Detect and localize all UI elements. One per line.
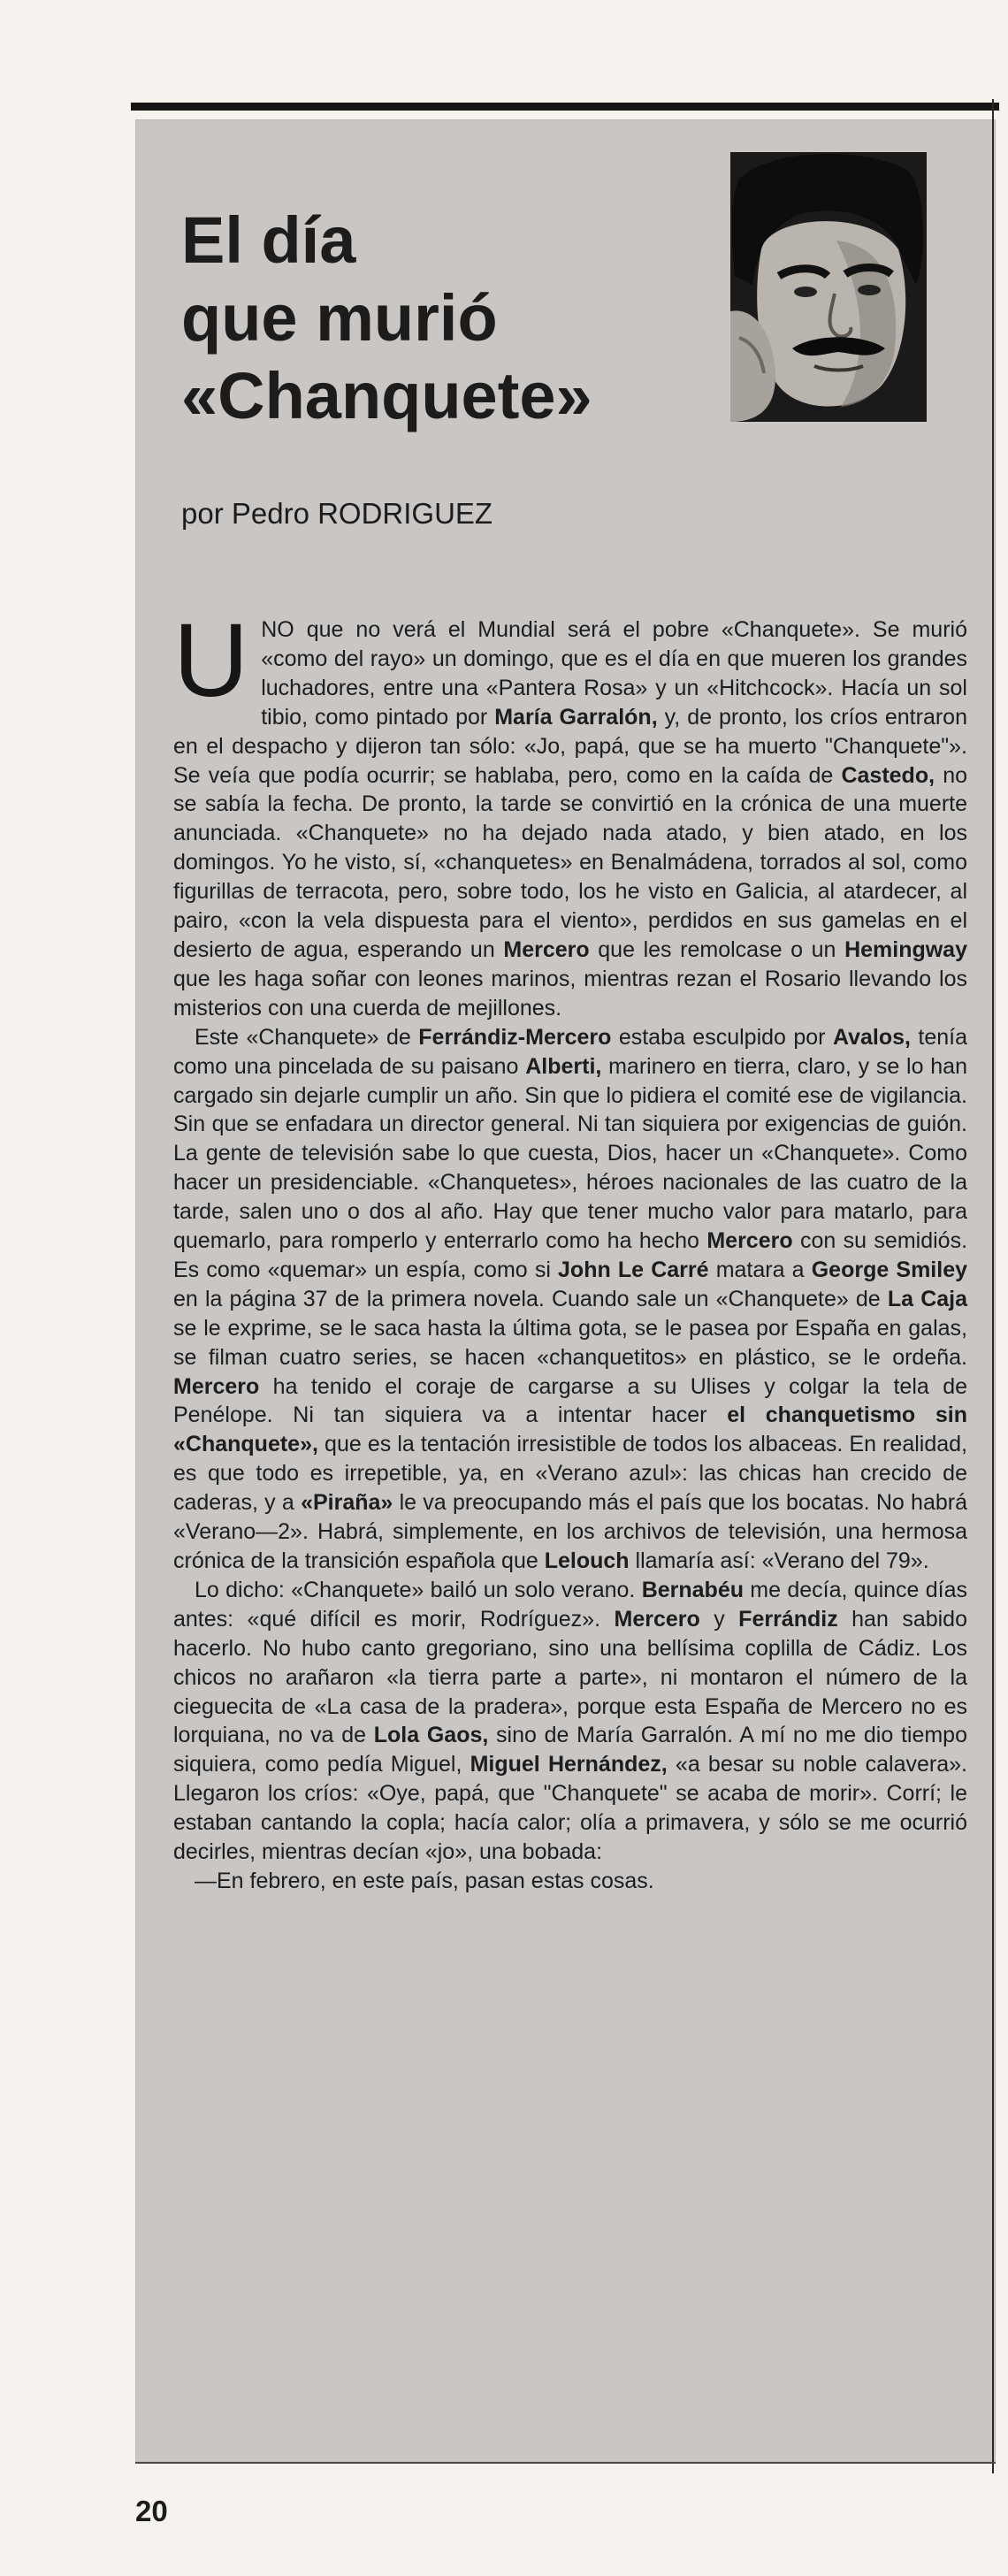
bold-name: Lelouch — [544, 1548, 630, 1573]
paragraph-text: tenía como una pincelada de su paisano — [173, 1024, 967, 1079]
paragraph-text: y — [699, 1606, 739, 1632]
paragraph-text: que es la tentación irresistible de todos los albaceas. En realidad, es que todo es irrepetible, ya, en «Verano azul»: las chicas han crecido de caderas, y a — [173, 1432, 967, 1516]
top-rule — [131, 103, 999, 111]
bold-name: María Garralón, — [494, 704, 658, 730]
paragraph-text: Lo dicho: «Chanquete» bailó un solo verano. — [195, 1577, 642, 1602]
paragraph-text: Este «Chanquete» de — [195, 1024, 419, 1050]
paragraph-text: que les haga soñar con leones marinos, mientras rezan el Rosario llevando los misterios con una cuerda de mejillones. — [173, 966, 967, 1020]
bold-name: «Piraña» — [301, 1490, 393, 1516]
article-paragraph — [173, 602, 967, 1023]
title-line: «Chanquete» — [181, 359, 592, 432]
paragraph-text: «a besar su noble calavera». Llegaron los críos: «Oye, papá, que "Chanquete" se acaba de morir». Corrí; le estaban cantando la copla; hacía calor; olía a primavera, y sólo se me ocurrió decirles, mientras decían «jo», una bobada: — [173, 1752, 967, 1865]
paragraph-text: ha tenido el coraje de cargarse a su Ulises y colgar la tela de Penélope. Ni tan siquiera va a intentar hacer — [173, 1373, 967, 1428]
paragraph-text: se le exprime, se le saca hasta la última gota, se le pasea por España en galas, se filman cuatro series, se hacen «chanquetitos» en plástico, se le ordeña. — [173, 1315, 967, 1370]
title-line: El día — [181, 203, 356, 277]
article-title — [181, 202, 712, 435]
paragraph-text: matara a — [708, 1257, 812, 1282]
bold-name: Bernabéu — [641, 1577, 744, 1602]
article-paragraphs — [173, 602, 968, 1896]
paragraph-text: me decía, quince días antes: «qué difícil es morir, Rodríguez». — [173, 1577, 967, 1632]
page-number: 20 — [135, 2495, 168, 2527]
article-paragraph — [173, 1023, 967, 1576]
paragraph-text: —En febrero, en este país, pasan estas cosas. — [195, 1868, 654, 1893]
article-body — [173, 602, 968, 1896]
paragraph-text: que les remolcase o un — [589, 936, 845, 962]
paragraph-text: estaba esculpido por — [611, 1024, 833, 1050]
bold-name: Ferrándiz-Mercero — [418, 1024, 612, 1050]
paragraph-text: con su semidiós. Es como «quemar» un espía, como si — [173, 1228, 968, 1282]
paragraph-text: en la página 37 de la primera novela. Cuando sale un «Chanquete» de — [173, 1286, 888, 1311]
bold-name: el chanquetismo sin «Chanquete», — [173, 1403, 967, 1457]
article-paragraph — [173, 1867, 967, 1896]
paragraph-text: marinero en tierra, claro, y se lo han cargado sin dejarle cumplir un año. Sin que lo pidiera el comité ese de vigilancia. Sin que se enfadara un director general. Ni tan siquiera por exigencias de guión. La gente de televisión sabe lo que cuesta, Dios, hacer un «Chanquete». Como hacer un presidenciable. «Chanquetes», héroes nacionales de las cuatro de la tarde, salen uno o dos al año. Hay que tener mucho valor para matarlo, para quemarlo, para romperlo y enterrarlo como ha hecho — [173, 1053, 967, 1254]
bold-name: John Le Carré — [558, 1257, 709, 1282]
bold-name: George Smiley — [811, 1257, 967, 1282]
bold-name: Mercero — [503, 936, 590, 962]
paragraph-text: han sabido hacerlo. No hubo canto gregoriano, sino una bellísima coplilla de Cádiz. Los chicos no arañaron «la tierra parte a parte», ni montaron el número de la cieguecita de «La casa de la pradera», porque esta España de Mercero no es lorquiana, no va de — [173, 1606, 967, 1748]
bold-name: Mercero — [614, 1606, 700, 1632]
right-edge-rule — [992, 99, 994, 2473]
paragraph-text: sino de María Garralón. A mí no me dio tiempo siquiera, como pedía Miguel, — [173, 1723, 967, 1777]
paragraph-text: llamaría así: «Verano del 79». — [629, 1548, 929, 1573]
author-photo — [730, 152, 927, 422]
bold-name: Hemingway — [844, 936, 967, 962]
bold-name: Avalos, — [832, 1024, 911, 1050]
paragraph-text: NO que no verá el Mundial será el pobre «Chanquete». Se murió «como del rayo» un domingo, que es el día en que mueren los grandes luchadores, entre una «Pantera Rosa» y un «Hitchcock». Hacía un sol tibio, como pintado por — [261, 617, 967, 730]
bold-name: Alberti, — [525, 1053, 602, 1079]
bold-name: Castedo, — [841, 762, 935, 788]
paragraph-text: le va preocupando más el país que los bocatas. No habrá «Verano—2». Habrá, simplemente, en los archivos de televisión, una hermosa crónica de la transición española que — [173, 1490, 967, 1573]
bold-name: Lola Gaos, — [373, 1723, 489, 1748]
title-line: que murió — [181, 281, 498, 355]
bold-name: Miguel Hernández, — [470, 1752, 668, 1777]
bottom-rule — [135, 2462, 996, 2464]
bold-name: Mercero — [706, 1228, 793, 1254]
article-paragraph — [173, 1576, 967, 1867]
portrait-image — [730, 152, 927, 422]
paragraph-text: y, de pronto, los críos entraron en el despacho y dijeron tan sólo: «Jo, papá, que se ha muerto "Chanquete"». Se veía que podía ocurrir; se hablaba, pero, como en la caída de — [173, 704, 967, 788]
bold-name: Ferrándiz — [738, 1606, 838, 1632]
byline: por Pedro RODRIGUEZ — [181, 497, 493, 530]
bold-name: La Caja — [887, 1286, 968, 1311]
bold-name: Mercero — [173, 1373, 260, 1399]
paragraph-text: no se sabía la fecha. De pronto, la tarde se convirtió en la crónica de una muerte anunciada. «Chanquete» no ha dejado nada atado, y bien atado, en los domingos. Yo he visto, sí, «chanquetes» en Benalmádena, torrados al sol, como figurillas de terracota, pero, sobre todo, los he visto en Galicia, al atardecer, al pairo, «con la vela dispuesta para el viento», perdidos en sus gamelas en el desierto de agua, esperando un — [173, 762, 967, 962]
drop-cap: U — [173, 602, 249, 719]
